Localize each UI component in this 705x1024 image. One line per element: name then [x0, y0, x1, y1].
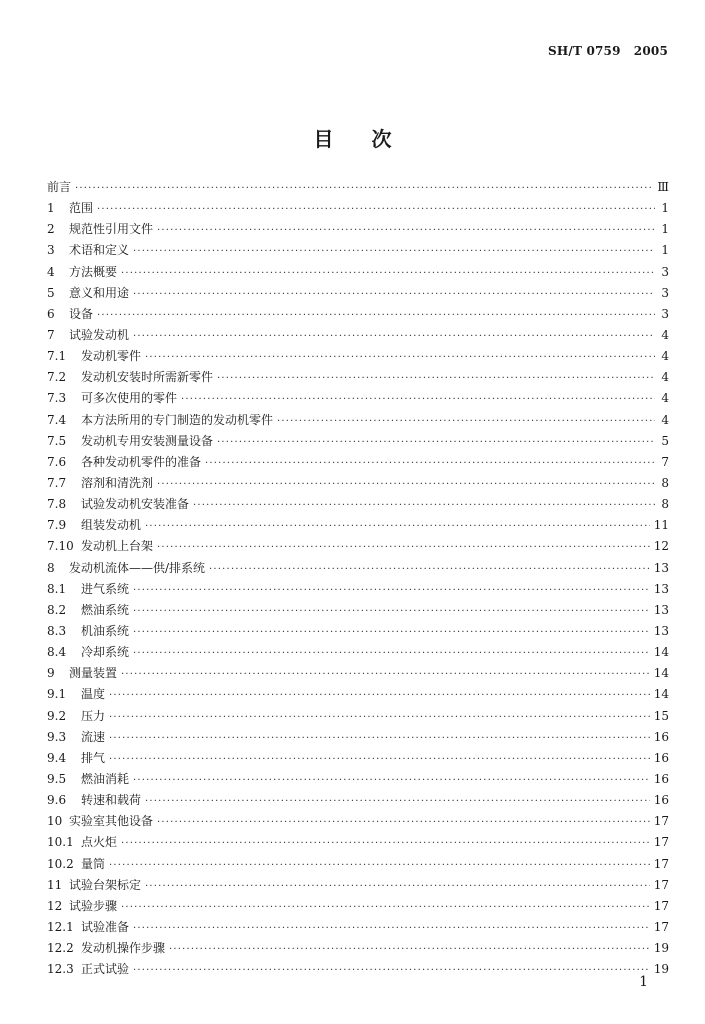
toc-entry-number: 12.2 — [47, 941, 74, 956]
dot-leader — [133, 622, 650, 643]
toc-entry-number: 12 — [47, 898, 63, 913]
toc-entry-number: 7.2 — [47, 370, 67, 385]
toc-entry-title: 试验准备 — [81, 919, 130, 934]
dot-leader — [133, 770, 650, 791]
toc-entry — [47, 938, 669, 959]
toc-entry — [47, 473, 669, 494]
toc-entry-page: 13 — [653, 581, 669, 596]
dot-leader — [157, 474, 655, 495]
toc-entry-title: 术语和定义 — [69, 243, 130, 258]
toc-entry-title: 量筒 — [81, 856, 106, 871]
toc-entry-title: 测量装置 — [69, 666, 118, 681]
toc-entry-number: 9.4 — [47, 750, 67, 765]
dot-leader — [121, 263, 655, 284]
toc-entry-page: 17 — [653, 898, 669, 913]
toc-entry-page: 13 — [653, 623, 669, 638]
toc-entry-page: 4 — [661, 391, 669, 406]
toc-entry-title: 可多次使用的零件 — [81, 391, 178, 406]
toc-entry — [47, 959, 669, 980]
toc-entry-page: 3 — [661, 306, 669, 321]
toc-entry-page: 4 — [661, 412, 669, 427]
toc-entry — [47, 769, 669, 790]
toc-entry-title: 机油系统 — [81, 623, 130, 638]
toc-entry-number: 10 — [47, 814, 63, 829]
dot-leader — [209, 559, 650, 580]
toc-entry-number: 9.1 — [47, 687, 67, 702]
dot-leader — [133, 284, 655, 305]
toc-entry-number: 7.1 — [47, 349, 67, 364]
toc-entry-page: 4 — [661, 349, 669, 364]
dot-leader — [109, 728, 650, 749]
toc-entry-title: 设备 — [69, 306, 94, 321]
toc-entry-number: 5 — [47, 285, 55, 300]
toc-entry — [47, 790, 669, 811]
dot-leader — [75, 178, 653, 199]
toc-entry — [47, 917, 669, 938]
toc-entry-number: 6 — [47, 306, 55, 321]
toc-entry-page: 1 — [661, 243, 669, 258]
toc-entry-number: 8.1 — [47, 581, 67, 596]
toc-entry-number: 8.4 — [47, 645, 67, 660]
dot-leader — [133, 918, 650, 939]
toc-entry — [47, 663, 669, 684]
dot-leader — [121, 833, 650, 854]
toc-entry-page: 7 — [661, 454, 669, 469]
toc-entry-number: 7.10 — [47, 539, 74, 554]
toc-entry-number: 9.5 — [47, 771, 67, 786]
toc-entry-number: 7.4 — [47, 412, 67, 427]
toc-entry-page: 17 — [653, 877, 669, 892]
dot-leader — [193, 495, 655, 516]
dot-leader — [157, 220, 655, 241]
toc-entry — [47, 410, 669, 431]
toc-entry — [47, 367, 669, 388]
page-number: 1 — [639, 974, 648, 990]
toc-entry — [47, 706, 669, 727]
toc-entry — [47, 748, 669, 769]
dot-leader — [97, 199, 655, 220]
toc-entry-title: 方法概要 — [69, 264, 118, 279]
toc-entry-page: 16 — [653, 771, 669, 786]
toc-entry — [47, 219, 669, 240]
toc-entry-title: 试验发动机 — [69, 327, 130, 342]
toc-entry — [47, 262, 669, 283]
dot-leader — [133, 241, 655, 262]
toc-entry-number: 8.3 — [47, 623, 67, 638]
dot-leader — [97, 305, 655, 326]
toc-entry-page: 5 — [661, 433, 669, 448]
toc-entry-number: 1 — [47, 201, 55, 216]
toc-entry-title: 排气 — [81, 750, 106, 765]
toc-entry-number: 3 — [47, 243, 55, 258]
toc-entry — [47, 727, 669, 748]
toc-entry-page: 13 — [653, 560, 669, 575]
toc-entry-number: 7.5 — [47, 433, 67, 448]
toc-entry — [47, 854, 669, 875]
dot-leader — [109, 685, 650, 706]
toc-entry-page: 19 — [653, 941, 669, 956]
toc-entry-title: 发动机安装时所需新零件 — [81, 370, 214, 385]
toc-entry-page: 1 — [661, 222, 669, 237]
toc-entry — [47, 896, 669, 917]
toc-entry-number: 8.2 — [47, 602, 67, 617]
toc-entry-title: 进气系统 — [81, 581, 130, 596]
toc-entry-page: 17 — [653, 919, 669, 934]
toc-entry — [47, 558, 669, 579]
dot-leader — [109, 855, 650, 876]
toc-entry-title: 范围 — [69, 201, 94, 216]
dot-leader — [277, 411, 655, 432]
toc-entry — [47, 684, 669, 705]
toc-entry — [47, 515, 669, 536]
toc-entry — [47, 198, 669, 219]
toc-entry-title: 规范性引用文件 — [69, 222, 154, 237]
toc-entry-page: Ⅲ — [657, 180, 669, 194]
toc-entry-number: 7.9 — [47, 518, 67, 533]
toc-entry-page: 17 — [653, 856, 669, 871]
toc-entry-page: 14 — [653, 666, 669, 681]
toc-entry-title: 压力 — [81, 708, 106, 723]
dot-leader — [121, 897, 650, 918]
toc-entry-page: 15 — [653, 708, 669, 723]
toc-entry-page: 3 — [661, 264, 669, 279]
toc-entry-number: 7.8 — [47, 497, 67, 512]
dot-leader — [217, 432, 655, 453]
toc-entry-page: 16 — [653, 729, 669, 744]
toc-entry-number: 10.2 — [47, 856, 74, 871]
dot-leader — [205, 453, 655, 474]
toc-entry-title: 燃油消耗 — [81, 771, 130, 786]
toc-entry-title: 燃油系统 — [81, 602, 130, 617]
toc-entry-title: 发动机操作步骤 — [81, 941, 166, 956]
toc-entry — [47, 579, 669, 600]
toc-entry-page: 4 — [661, 327, 669, 342]
toc-entry-title: 温度 — [81, 687, 106, 702]
toc-entry-page: 11 — [653, 518, 669, 533]
toc-entry-page: 17 — [653, 814, 669, 829]
toc-entry-title: 溶剂和清洗剂 — [81, 475, 154, 490]
toc-entry — [47, 832, 669, 853]
toc-entry — [47, 346, 669, 367]
toc-entry-page: 16 — [653, 750, 669, 765]
dot-leader — [133, 601, 650, 622]
toc-entry-title: 实验室其他设备 — [69, 814, 154, 829]
dot-leader — [133, 643, 650, 664]
toc-entry-title: 本方法所用的专门制造的发动机零件 — [81, 412, 274, 427]
toc-entry-title: 各种发动机零件的准备 — [81, 454, 202, 469]
toc-entry-page: 19 — [653, 962, 669, 977]
toc-entry-title: 组装发动机 — [81, 518, 142, 533]
toc-entry-page: 17 — [653, 835, 669, 850]
toc-entry-page: 13 — [653, 602, 669, 617]
toc-entry-number: 7.7 — [47, 475, 67, 490]
toc-entry-number: 9.2 — [47, 708, 67, 723]
toc-entry-title: 意义和用途 — [69, 285, 130, 300]
dot-leader — [109, 749, 650, 770]
toc-entry-number: 7.3 — [47, 391, 67, 406]
toc-entry-number: 2 — [47, 222, 55, 237]
table-of-contents — [47, 177, 669, 980]
toc-entry-page: 14 — [653, 687, 669, 702]
dot-leader — [169, 939, 650, 960]
toc-entry-title: 发动机流体——供/排系统 — [69, 560, 206, 575]
toc-entry-title: 试验台架标定 — [69, 877, 142, 892]
toc-entry — [47, 642, 669, 663]
toc-entry — [47, 600, 669, 621]
dot-leader — [157, 812, 650, 833]
dot-leader — [121, 664, 650, 685]
toc-entry — [47, 536, 669, 557]
toc-entry-title: 转速和载荷 — [81, 793, 142, 808]
toc-entry — [47, 452, 669, 473]
toc-entry-number: 12.1 — [47, 919, 74, 934]
toc-entry-page: 8 — [661, 475, 669, 490]
toc-entry-page: 8 — [661, 497, 669, 512]
toc-entry-number: 7.6 — [47, 454, 67, 469]
standard-code: SH/T 0759 2005 — [547, 44, 668, 58]
toc-entry-title: 流速 — [81, 729, 106, 744]
toc-entry-number: 12.3 — [47, 962, 74, 977]
toc-entry-title: 试验发动机安装准备 — [81, 497, 190, 512]
toc-entry-page: 3 — [661, 285, 669, 300]
toc-entry-page: 16 — [653, 793, 669, 808]
toc-entry — [47, 811, 669, 832]
toc-entry — [47, 621, 669, 642]
toc-entry — [47, 304, 669, 325]
dot-leader — [145, 876, 650, 897]
toc-entry-title: 试验步骤 — [69, 898, 118, 913]
dot-leader — [145, 347, 655, 368]
dot-leader — [157, 537, 650, 558]
toc-entry — [47, 431, 669, 452]
toc-entry-title: 发动机上台架 — [81, 539, 154, 554]
toc-entry-number: 11 — [47, 877, 63, 892]
toc-entry — [47, 177, 669, 198]
toc-entry-title: 前言 — [47, 180, 72, 194]
toc-entry — [47, 388, 669, 409]
toc-entry — [47, 283, 669, 304]
toc-entry — [47, 875, 669, 896]
dot-leader — [133, 326, 655, 347]
toc-entry-number: 10.1 — [47, 835, 74, 850]
toc-entry-number: 9.3 — [47, 729, 67, 744]
toc-entry — [47, 494, 669, 515]
dot-leader — [181, 389, 655, 410]
toc-entry-number: 9 — [47, 666, 55, 681]
toc-entry-title: 冷却系统 — [81, 645, 130, 660]
dot-leader — [217, 368, 655, 389]
toc-entry-title: 发动机专用安装测量设备 — [81, 433, 214, 448]
toc-entry — [47, 325, 669, 346]
toc-entry-title: 点火炬 — [81, 835, 118, 850]
dot-leader — [109, 707, 650, 728]
page-title: 目次 — [313, 127, 430, 151]
toc-entry-title: 发动机零件 — [81, 349, 142, 364]
toc-entry-title: 正式试验 — [81, 962, 130, 977]
dot-leader — [145, 791, 650, 812]
toc-entry-number: 7 — [47, 327, 55, 342]
toc-entry — [47, 240, 669, 261]
toc-entry-page: 12 — [653, 539, 669, 554]
dot-leader — [133, 960, 650, 981]
toc-entry-page: 1 — [661, 201, 669, 216]
dot-leader — [133, 580, 650, 601]
dot-leader — [145, 516, 650, 537]
toc-entry-page: 14 — [653, 645, 669, 660]
toc-entry-number: 8 — [47, 560, 55, 575]
toc-entry-number: 9.6 — [47, 793, 67, 808]
toc-entry-page: 4 — [661, 370, 669, 385]
toc-entry-number: 4 — [47, 264, 55, 279]
